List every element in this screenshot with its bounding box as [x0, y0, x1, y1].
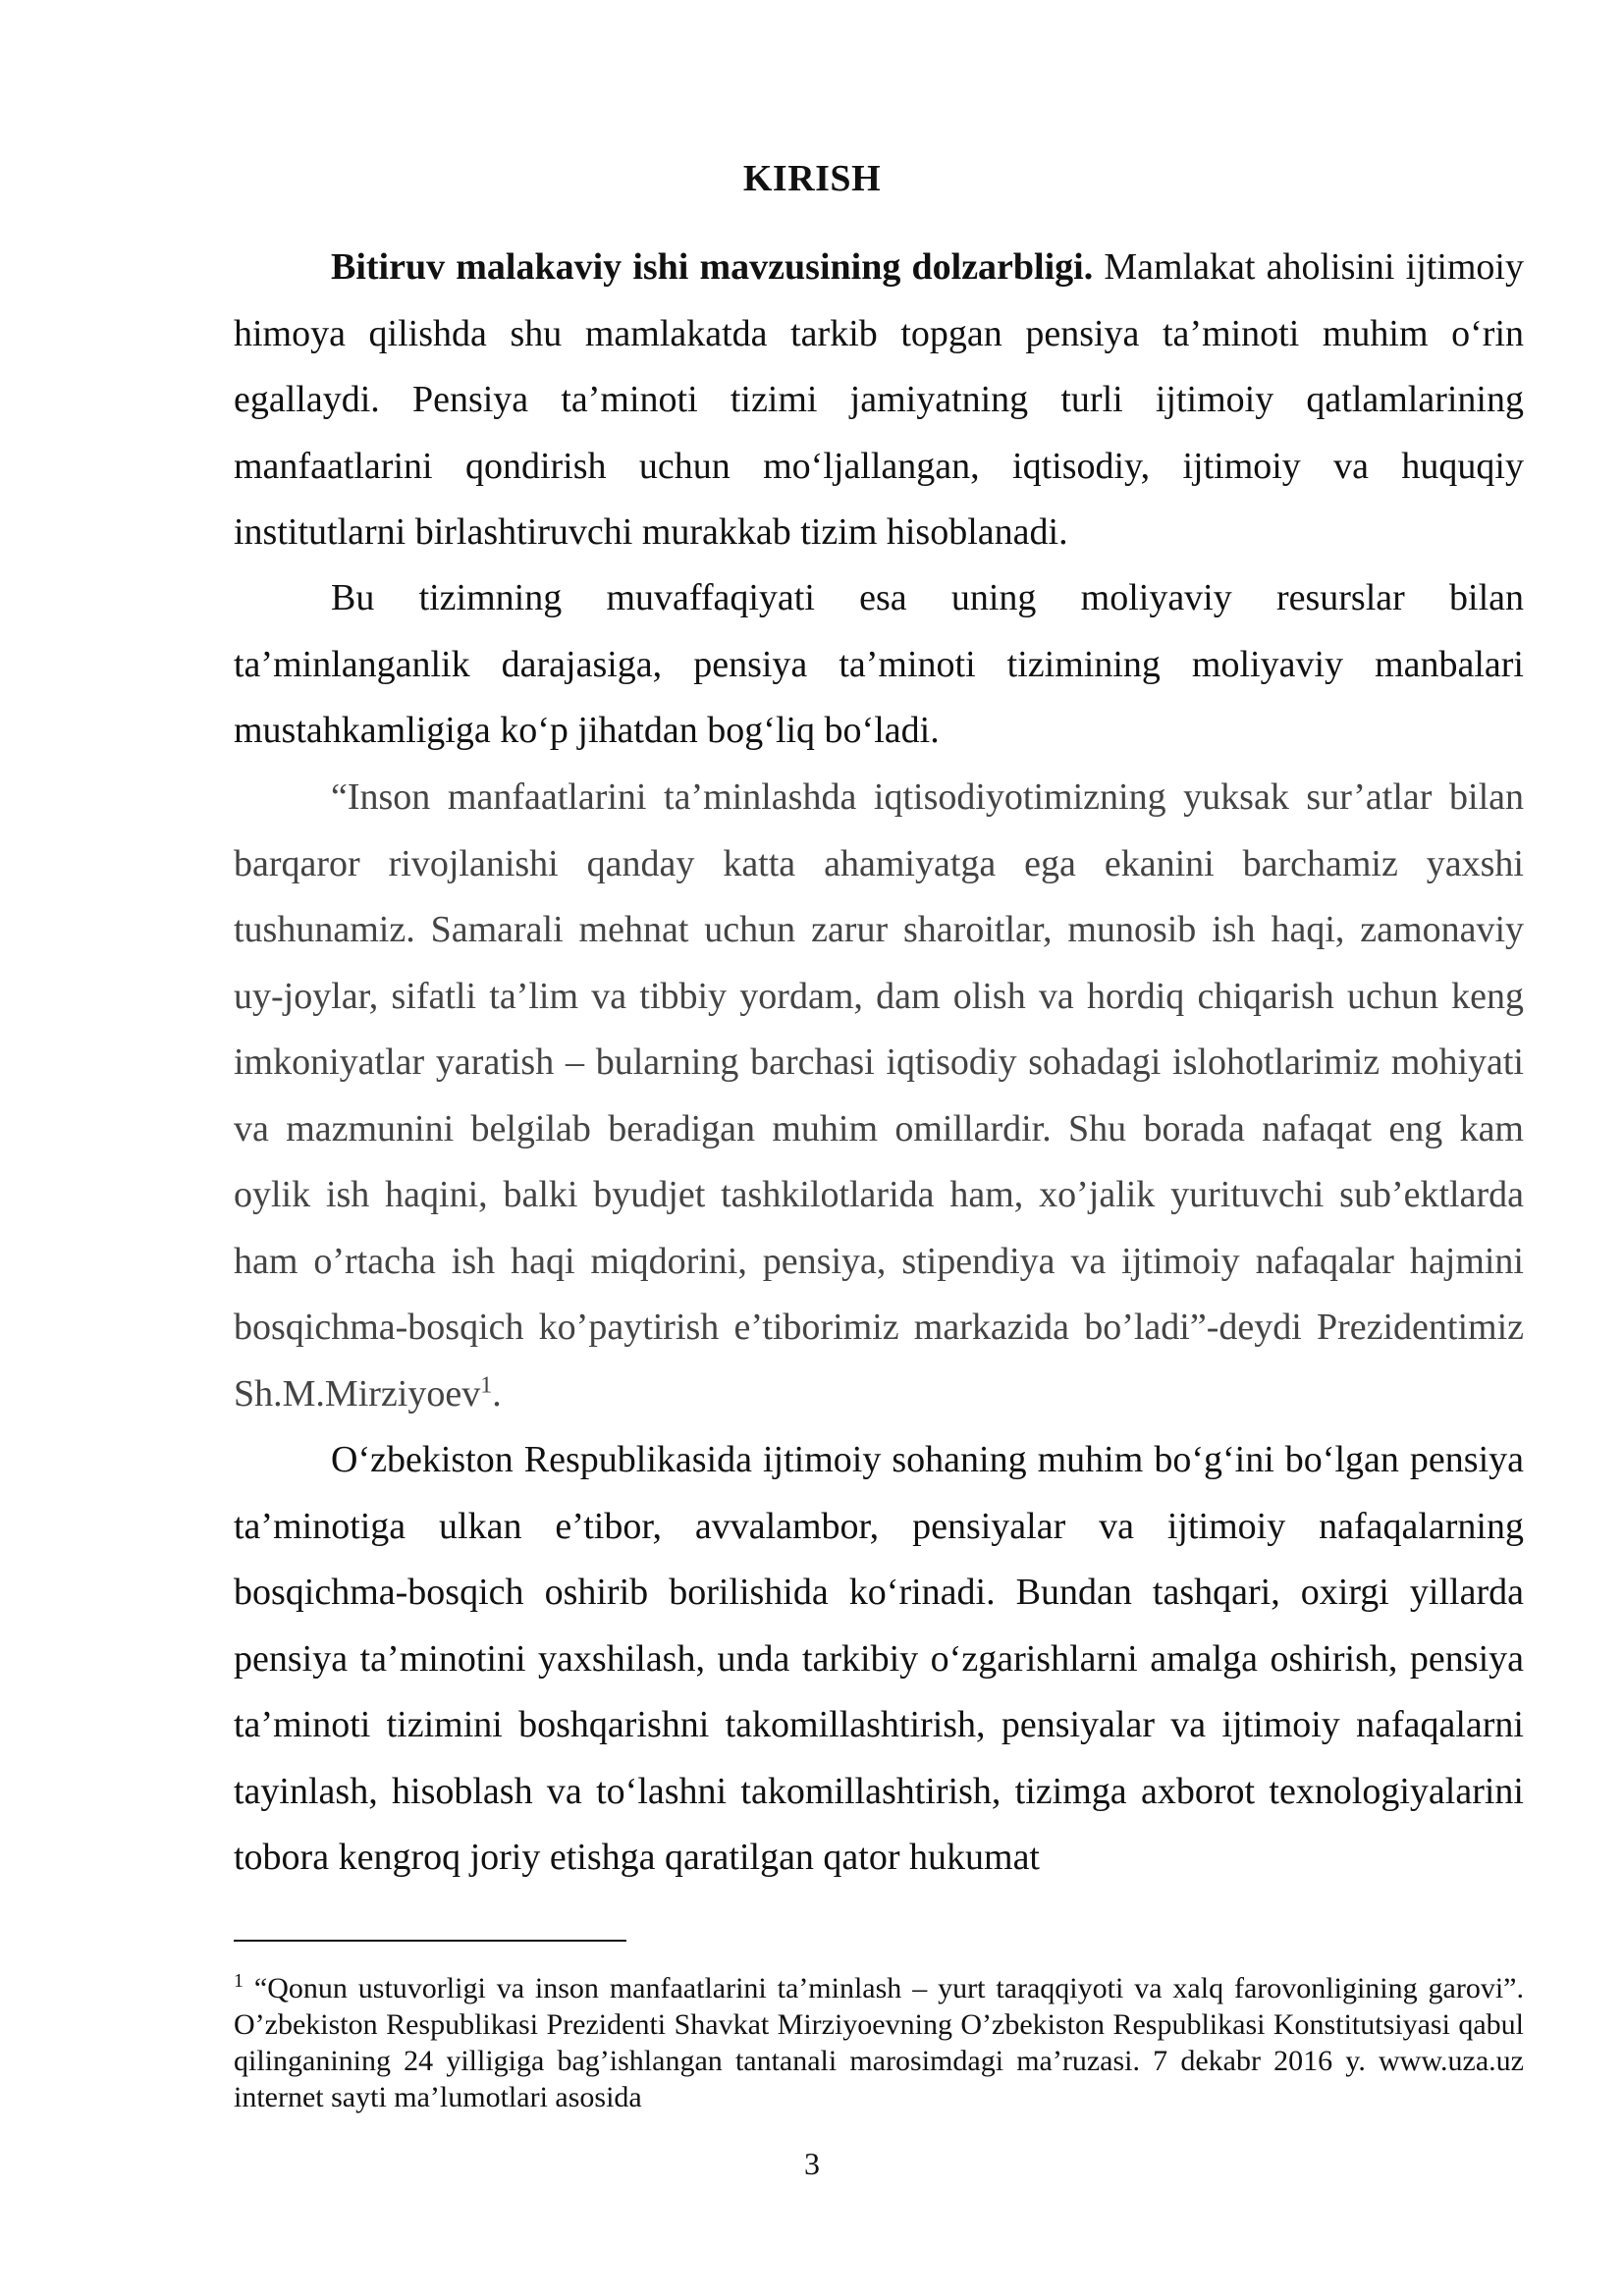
footnote-separator — [234, 1940, 626, 1942]
paragraph-system-success — [234, 565, 1524, 765]
paragraph-2: Bu tizimning muvaffaqiyati esa uning moliyaviy resurslar bilan ta’minlanganlik darajasiga, pensiya ta’minoti tizimining moliyaviy manbalari mustahkamligiga ko‘p jihatdan bog‘liq bo‘ladi. — [234, 577, 1524, 751]
section-heading: KIRISH — [742, 158, 882, 199]
paragraph-1 — [234, 235, 1524, 566]
quote-text: “Inson manfaatlarini ta’minlashda iqtisodiyotimizning yuksak sur’atlar bilan barqaror rivojlanishi qanday katta ahamiyatga ega ekanini barchamiz yaxshi tushunamiz. Samarali mehnat uchun zarur sharoitlar, munosib ish haqi, zamonaviy uy-joylar, sifatli ta’lim va tibbiy yordam, dam olish va hordiq chiqarish uchun keng imkoniyatlar yaratish – bularning barchasi iqtisodiy sohadagi islohotlarimiz mohiyati va mazmunini belgilab beradigan muhim omillardir. Shu borada nafaqat eng kam oylik ish haqini, balki byudjet tashkilotlarida ham, xo’jalik yurituvchi sub’ektlarda ham o’rtacha ish haqi miqdorini, pensiya, stipendiya va ijtimoiy nafaqalar hajmini bosqichma-bosqich ko’paytirish e’tiborimiz markazida bo’ladi”-deydi Prezidentimiz Sh.M.Mirziyoev — [234, 776, 1524, 1415]
paragraph-quote — [234, 765, 1524, 1427]
paragraph-4: O‘zbekiston Respublikasida ijtimoiy sohaning muhim bo‘g‘ini bo‘lgan pensiya ta’minotiga ulkan e’tibor, avvalambor, pensiyalar va ijtimoiy nafaqalarning bosqichma-bosqich oshirib borilishida ko‘rinadi. Bundan tashqari, oxirgi yillarda pensiya ta’minotini yaxshilash, unda tarkibiy o‘zgarishlarni amalga oshirish, pensiya ta’minoti tizimini boshqarishni takomillashtirish, pensiyalar va ijtimoiy nafaqalarni tayinlash, hisoblash va to‘lashni takomillashtirish, tizimga axborot texnologiyalarini tobora kengroq joriy etishga qaratilgan qator hukumat — [234, 1439, 1524, 1878]
paragraph-3 — [234, 765, 1524, 1427]
paragraph-relevance — [234, 235, 1524, 566]
paragraph-lead: Bitiruv malakaviy ishi mavzusining dolzarbligi. — [331, 246, 1094, 288]
page-number: 3 — [804, 2146, 820, 2181]
paragraph-text: Mamlakat aholisini ijtimoiy himoya qilishda shu mamlakatda tarkib topgan pensiya ta’minoti muhim o‘rin egallaydi. Pensiya ta’minoti tizimi jamiyatning turli ijtimoiy qatlamlarining manfaatlarini qondirish uchun mo‘ljallangan, iqtisodiy, ijtimoiy va huquqiy institutlarni birlashtiruvchi murakkab tizim hisoblanadi. — [234, 246, 1524, 553]
paragraph-uzbekistan-pensions — [234, 1427, 1524, 1892]
quote-end: . — [492, 1372, 502, 1415]
footnote-text: “Qonun ustuvorligi va inson manfaatlarini ta’minlash – yurt taraqqiyoti va xalq farovonligining garovi”. O’zbekiston Respublikasi Prezidenti Shavkat Mirziyoevning O’zbekiston Respublikasi Konstitutsiyasi qabul qilinganining 24 yilligiga bag’ishlangan tantanali marosimdagi ma’ruzasi. 7 dekabr 2016 y. www.uza.uz internet sayti ma’lumotlari asosida — [234, 1972, 1524, 2113]
footnote-marker: 1 — [234, 1970, 244, 1992]
footnote — [234, 1970, 1524, 2115]
footnote-reference: 1 — [480, 1371, 493, 1398]
